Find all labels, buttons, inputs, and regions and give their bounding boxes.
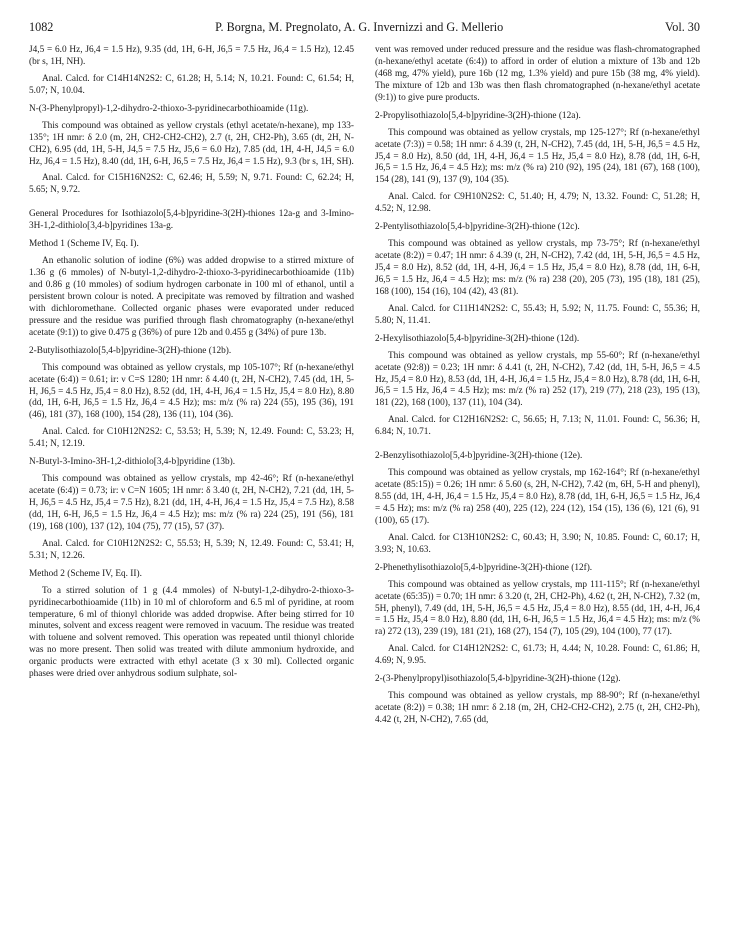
section-heading: 2-Phenethylisothiazolo[5,4-b]pyridine-3(2H)-thione (12f). (375, 562, 593, 573)
section-heading: 2-Hexylisothiazolo[5,4-b]pyridine-3(2H)-thione (12d). (375, 333, 580, 344)
section-heading: 2-(3-Phenylpropyl)isothiazolo[5,4-b]pyridine-3(2H)-thione (12g). (375, 674, 621, 685)
body-paragraph: This compound was obtained as yellow crystals, mp 55-60°; Rf (n-hexane/ethyl acetate (92:8)) = 0.23; 1H nmr: δ 4.41 (t, 2H, N-CH2), 7.42 (dd, 1H, 5-H, J6,5 = 4.5 Hz, J5,4 = 8.0 Hz), 8.53 (dd, 1H, 4-H, J6,4 = 1.5 Hz, J5,4 = 8.0 Hz), 8.78 (dd, 1H, 6-H, J6,5 = 1.5 Hz, J6,4 = 4.5 Hz); ms: m/z (% ra) 252 (17), 219 (77), 218 (23), 195 (13), 181 (22), 168 (100), 137 (11), 104 (34). (375, 350, 700, 409)
body-paragraph: An ethanolic solution of iodine (6%) was added dropwise to a stirred mixture of 1.36 g (6 mmoles) of N-butyl-1,2-dihydro-2-thioxo-3-pyridinecarbothioamide (11b) and 0.86 g (10 mmoles) of sodium hydrogen carbonate in 100 ml of ethanol, until a persistent brown colour is noted. A precipitate was removed by filtration and washed with dichloromethane. Collected organic phases were evaporated under reduced pressure and the residue was purified through flash chromatography (n-hexane/ethyl acetate (9:1)) to give 0.475 g (36%) of pure 12b and 0.455 g (34%) of pure 13b. (29, 256, 354, 338)
analysis-paragraph: Anal. Calcd. for C15H16N2S2: C, 62.46; H, 5.59; N, 9.71. Found: C, 62.24; H, 5.65; N, 9.72. (29, 173, 354, 196)
body-paragraph: This compound was obtained as yellow crystals, mp 125-127°; Rf (n-hexane/ethyl acetate (7:3)) = 0.58; 1H nmr: δ 4.39 (t, 2H, N-CH2), 7.45 (dd, 1H, 5-H, J6,5 = 4.5 Hz, J5,4 = 8.0 Hz), 8.50 (dd, 1H, 4-H, J6,4 = 1.5 Hz, J5,4 = 8.0 Hz), 8.78 (dd, 1H, 6-H, J6,5 = 1.5 Hz, J6,4 = 4.5 Hz); ms: m/z (% ra) 210 (92), 195 (24), 181 (67), 168 (100), 154 (28), 141 (9), 137 (9), 104 (35). (375, 127, 700, 186)
section-heading: N-(3-Phenylpropyl)-1,2-dihydro-2-thioxo-3-pyridinecarbothioamide (11g). (29, 103, 309, 114)
section-heading: Method 1 (Scheme IV, Eq. I). (29, 239, 139, 250)
two-column-body (29, 45, 700, 732)
section-heading: Method 2 (Scheme IV, Eq. II). (29, 568, 142, 579)
analysis-paragraph: Anal. Calcd. for C12H16N2S2: C, 56.65; H, 7.13; N, 11.01. Found: C, 56.36; H, 6.84; N, 10.71. (375, 415, 700, 438)
analysis-paragraph: Anal. Calcd. for C11H14N2S2: C, 55.43; H, 5.92; N, 11.75. Found: C, 55.36; H, 5.80; N, 11.41. (375, 303, 700, 326)
body-paragraph: To a stirred solution of 1 g (4.4 mmoles) of N-butyl-1,2-dihydro-2-thioxo-3-pyridinecarbothioamide (11b) in 10 ml of chloroform and 6.5 ml of pyridine, at room temperature, 6 ml of thionyl chloride was added dropwise. After being stirred for 10 minutes, solvent and excess reagent were removed in vacuum. The residue was treated with toluene and solvent removed. This operation was repeated until thionyl chloride was no more present. Then solid was treated with dilute ammonium hydroxide, and organic products were extracted with ethyl acetate (3 x 30 ml). Collected organic phases were dried over anhydrous sodium sulphate, sol- (29, 585, 354, 680)
section-heading: N-Butyl-3-Imino-3H-1,2-dithiolo[3,4-b]pyridine (13b). (29, 457, 236, 468)
analysis-paragraph: Anal. Calcd. for C9H10N2S2: C, 51.40; H, 4.79; N, 13.32. Found: C, 51.28; H, 4.52; N, 12.98. (375, 192, 700, 215)
right-column (375, 45, 700, 732)
analysis-paragraph: Anal. Calcd. for C10H12N2S2: C, 53.53; H, 5.39; N, 12.49. Found: C, 53.23; H, 5.41; N, 12.19. (29, 427, 354, 450)
continued-paragraph: vent was removed under reduced pressure and the residue was flash-chromatographed (n-hexane/ethyl acetate (6:4)) to afford in order of elution a mixture of 13b and 12b (468 mg, 47% yield), pure 16b (12 mg, 1.3% yield) and pure 15b (38 mg, 4% yield). The mixture of 12b and 13b was then flash chromatographed (n-hexane/ethyl acetate (9:1)) to give pure products. (375, 45, 700, 103)
analysis-paragraph: Anal. Calcd. for C10H12N2S2: C, 55.53; H, 5.39; N, 12.49. Found: C, 53.41; H, 5.31; N, 12.26. (29, 538, 354, 561)
body-paragraph: This compound was obtained as yellow crystals, mp 42-46°; Rf (n-hexane/ethyl acetate (6:4)) = 0.73; ir: ν C=N 1605; 1H nmr: δ 3.40 (t, 2H, N-CH2), 7.21 (dd, 1H, 5-H, J6,5 = 4.5 Hz, J5,4 = 7.5 Hz), 8.21 (dd, 1H, 4-H, J6,4 = 1.5 Hz, J5,4 = 7.5 Hz), 8.58 (dd, 1H, 6-H, J6,5 = 1.5 Hz, J6,4 = 4.5 Hz); ms: m/z (% ra) 224 (25), 191 (56), 181 (19), 168 (100), 137 (12), 104 (75), 77 (15), 57 (37). (29, 474, 354, 532)
running-head-authors: P. Borgna, M. Pregnolato, A. G. Invernizzi and G. Mellerio (215, 20, 504, 34)
continued-paragraph: J4,5 = 6.0 Hz, J6,4 = 1.5 Hz), 9.35 (dd, 1H, 6-H, J6,5 = 7.5 Hz, J6,4 = 1.5 Hz), 12.45 (br s, 1H, NH). (29, 45, 354, 67)
analysis-paragraph: Anal. Calcd. for C14H12N2S2: C, 61.73; H, 4.44; N, 10.28. Found: C, 61.86; H, 4.69; N, 9.95. (375, 644, 700, 667)
section-heading: 2-Propylisothiazolo[5,4-b]pyridine-3(2H)-thione (12a). (375, 110, 581, 121)
analysis-paragraph: Anal. Calcd. for C13H10N2S2: C, 60.43; H, 3.90; N, 10.85. Found: C, 60.17; H, 3.93; N, 10.63. (375, 532, 700, 555)
volume-label: Vol. 30 (665, 20, 700, 34)
body-paragraph: This compound was obtained as yellow crystals, mp 111-115°; Rf (n-hexane/ethyl acetate (65:35)) = 0.70; 1H nmr: δ 3.20 (t, 2H, CH2-Ph), 4.62 (t, 2H, N-CH2), 7.32 (m, 5H, phenyl), 7.49 (dd, 1H, 5-H, J6,5 = 4.5 Hz, J5,4 = 8.0 Hz), 8.55 (dd, 1H, 4-H, J6,4 = 1.5 Hz, J5,4 = 8.0 Hz), 8.80 (dd, 1H, 6-H, J6,5 = 1.5 Hz, J6,4 = 4.5 Hz); ms: m/z (% ra) 272 (13), 239 (19), 181 (21), 168 (27), 154 (7), 105 (29), 104 (100), 77 (17). (375, 579, 700, 638)
body-paragraph: This compound was obtained as yellow crystals (ethyl acetate/n-hexane), mp 133-135°; 1H nmr: δ 2.0 (m, 2H, CH2-CH2-CH2), 2.7 (t, 2H, CH2-Ph), 3.65 (dt, 2H, N-CH2), 6.95 (dd, 1H, 5-H, J4,5 = 7.5 Hz, J5,6 = 6.0 Hz), 7.85 (dd, 1H, 4-H, J4,5 = 6.0 Hz, J6,4 = 1.5 Hz), 8.40 (dd, 1H, 6-H, J6,5 = 7.5 Hz, J6,4 = 1.5 Hz), 9.3 (br s, 1H, SH). (29, 120, 354, 167)
section-heading: 2-Pentylisothiazolo[5,4-b]pyridine-3(2H)-thione (12c). (375, 222, 580, 233)
section-heading: 2-Benzylisothiazolo[5,4-b]pyridine-3(2H)-thione (12e). (375, 451, 583, 462)
left-column (29, 45, 354, 732)
section-heading: 2-Butylisothiazolo[5,4-b]pyridine-3(2H)-thione (12b). (29, 345, 232, 356)
body-paragraph: This compound was obtained as yellow crystals, mp 105-107°; Rf (n-hexane/ethyl acetate (6:4)) = 0.61; ir: ν C=S 1280; 1H nmr: δ 4.40 (t, 2H, N-CH2), 7.45 (dd, 1H, 5-H, J6,5 = 4.5 Hz, J5,4 = 8.0 Hz), 8.52 (dd, 1H, 4-H, J6,4 = 1.5 Hz, J5,4 = 8.0 Hz), 8.80 (dd, 1H, 6-H, J6,5 = 1.5 Hz, J6,4 = 4.5 Hz); ms: m/z (% ra) 224 (55), 195 (36), 191 (46), 181 (37), 168 (100), 154 (28), 136 (11), 104 (36). (29, 362, 354, 421)
section-heading: General Procedures for Isothiazolo[5,4-b]pyridine-3(2H)-thiones 12a-g and 3-Imino-3H-1,2-dithiolo[3,4-b]pyridines 13a-g. (29, 209, 354, 232)
page-number: 1082 (29, 20, 54, 34)
body-paragraph: This compound was obtained as yellow crystals, mp 162-164°; Rf (n-hexane/ethyl acetate (85:15)) = 0.26; 1H nmr: δ 5.60 (s, 2H, N-CH2), 7.42 (m, 6H, 5-H and phenyl), 8.55 (dd, 1H, 4-H, J6,4 = 1.5 Hz, J5,4 = 8.0 Hz), 8.78 (dd, 1H, 6-H, J6,5 = 1.5 Hz, J6,4 = 4.5 Hz); ms: m/z (% ra) 258 (40), 225 (12), 224 (12), 154 (15), 136 (6), 121 (6), 91 (100), 65 (17). (375, 468, 700, 526)
body-paragraph: This compound was obtained as yellow crystals, mp 88-90°; Rf (n-hexane/ethyl acetate (8:2)) = 0.38; 1H nmr: δ 2.18 (m, 2H, CH2-CH2-CH2), 2.75 (t, 2H, CH2-Ph), 4.42 (t, 2H, N-CH2), 7.65 (dd, (375, 691, 700, 725)
analysis-paragraph: Anal. Calcd. for C14H14N2S2: C, 61.28; H, 5.14; N, 10.21. Found: C, 61.54; H, 5.07; N, 10.04. (29, 73, 354, 96)
body-paragraph: This compound was obtained as yellow crystals, mp 73-75°; Rf (n-hexane/ethyl acetate (8:2)) = 0.47; 1H nmr: δ 4.39 (t, 2H, N-CH2), 7.42 (dd, 1H, 5-H, J6,5 = 4.5 Hz, J5,4 = 8.0 Hz), 8.52 (dd, 1H, 4-H, J6,4 = 1.5 Hz, J5,4 = 8.0 Hz), 8.78 (dd, 1H, 6-H, J6,5 = 1.5 Hz, J6,4 = 4.5 Hz); ms: m/z (% ra) 238 (20), 205 (73), 195 (18), 181 (25), 168 (100), 154 (16), 104 (42), 43 (81). (375, 239, 700, 297)
page-header (29, 20, 700, 35)
